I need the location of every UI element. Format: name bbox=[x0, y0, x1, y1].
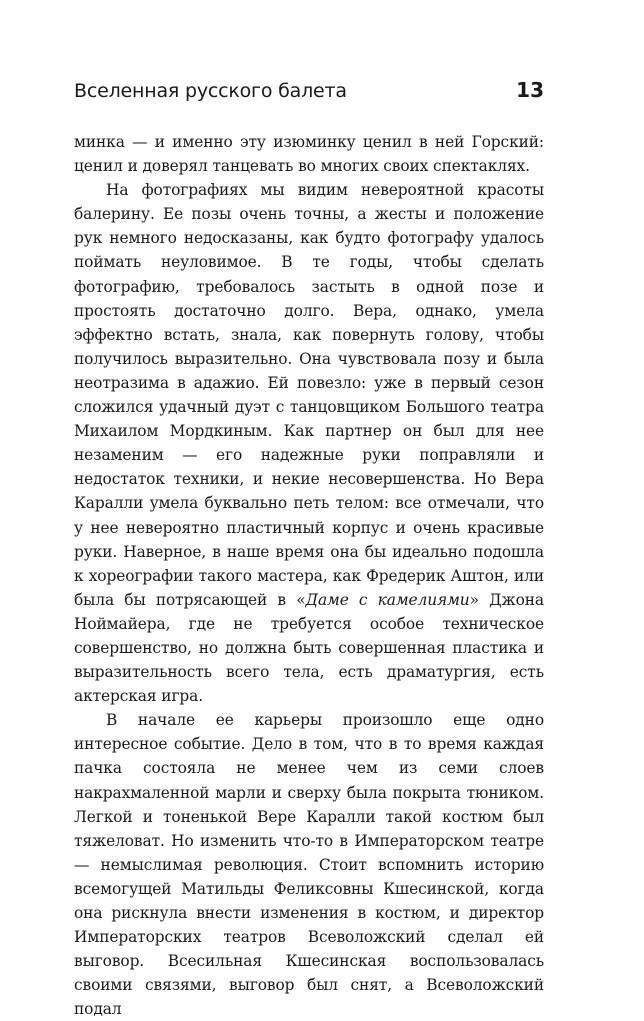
paragraph-3-text: В начале ее карьеры произошло еще одно интересное событие. Дело в том, что в то время каждая пачка состояла не менее чем из семи слоев накрахмаленной марли и сверху была покрыта тюником. Легкой и тоненькой Вере Каралли такой костюм был тяжеловат. Но изменить что-то в Императорском театре — немыслимая революция. Стоит вспомнить историю всемогущей Матильды Феликсовны Кшесинской, когда она рискнула внести изменения в костюм, и директор Императорских театров Всеволожский сделал ей выговор. Всесильная Кшесинская воспользовалась своими связями, выговор был снят, а Всеволожский подал bbox=[74, 711, 544, 1019]
paragraph-2 bbox=[74, 178, 544, 708]
paragraph-1-text: минка — и именно эту изюминку ценил в ней Горский: ценил и доверял танцевать во многих своих спектаклях. bbox=[74, 133, 544, 176]
paragraph-2-text-after: » Джона Ноймайера, где не требуется особое техническое совершенство, но должна быть совершенная пластика и выразительность всего тела, есть драматургия, есть актерская игра. bbox=[74, 590, 545, 706]
paragraph-3 bbox=[74, 708, 544, 1021]
paragraph-1 bbox=[74, 130, 544, 178]
running-header bbox=[74, 76, 544, 116]
paragraph-2-text-before: На фотографиях мы видим невероятной красоты балерину. Ее позы очень точны, а жесты и положение рук немного недосказаны, как будто фотографу удалось поймать неуловимое. В те годы, чтобы сделать фотографию, требовалось застыть в одной позе и простоять достаточно долго. Вера, однако, умела эффектно встать, знала, как повернуть голову, чтобы получилось выразительно. Она чувствовала позу и была неотразима в адажио. Ей повезло: уже в первый сезон сложился удачный дуэт с танцовщиком Большого театра Михаилом Мордкиным. Как партнер он был для нее незаменим — его надежные руки поправляли и недостаток техники, и некие несовершенства. Но Вера Каралли умела буквально петь телом: все отмечали, что у нее невероятно пластичный корпус и очень красивые руки. Наверное, в наше время она бы идеально подошла к хореографии такого мастера, как Фредерик Аштон, или была бы потрясающей в « bbox=[74, 181, 544, 609]
body-text bbox=[74, 130, 544, 1021]
book-page bbox=[74, 76, 544, 1021]
page-number: 13 bbox=[516, 78, 544, 102]
running-title: Вселенная русского балета bbox=[74, 80, 347, 102]
book-title-italic: Даме с камелиями bbox=[305, 590, 470, 609]
